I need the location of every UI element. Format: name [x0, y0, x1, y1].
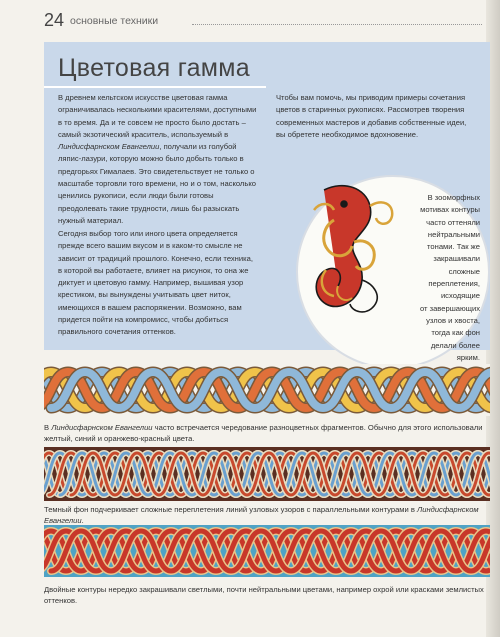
cap1-prefix: В [44, 423, 52, 432]
help-paragraph: Чтобы вам помочь, мы приводим примеры сочетания цветов в старинных рукописях. Рассмотрев творения современных мастеров и добавив собственные идеи, вы обретете необходимое вдохновение. [276, 93, 467, 139]
circle-line: тонами. Так же [427, 242, 480, 252]
circle-line: В зооморфных [427, 193, 480, 202]
circle-line: узлов и хвоста, [426, 315, 480, 325]
intro-text-1: В древнем кельтском искусстве цветовая гамма ограничивалась несколькими красителями, доступными в то время. Да и те совсем не просто было достать – самый экзотический краситель, используемый в [58, 93, 257, 139]
cap2-italic: Линдисфарнском Евангелии [44, 505, 479, 525]
intro-italic-title: Линдисфарнском Евангелии [58, 142, 160, 152]
circle-line: закрашивали [433, 254, 480, 264]
circle-line: тогда как фон [431, 328, 480, 338]
circle-line: переплетения, [428, 279, 480, 289]
header-rule [192, 24, 482, 25]
cap1-italic: Линдисфарнском Евангелии [51, 423, 153, 432]
knot-band-yellow-blue-orange [44, 364, 490, 416]
caption-band-1 [44, 422, 484, 444]
title-underline [44, 86, 266, 88]
circle-line: сложные [448, 266, 480, 276]
caption-band-2 [44, 504, 484, 526]
chapter-title: основные техники [70, 15, 159, 27]
circle-line: нейтральными [427, 229, 480, 239]
circle-line: часто оттеняли [426, 217, 480, 227]
cap2-text: Темный фон подчеркивает сложные переплетения линий узловых узоров с параллельными контурами в [44, 505, 418, 514]
page-header [44, 10, 484, 32]
choice-paragraph: Сегодня выбор того или иного цвета определяется прежде всего вашим вкусом и в каком-то смысле не зависит от традиций прошлого. Конечно, если техника, в которой вы работаете, влияет на рисунок, то она же диктует и цветовую гамму. Например, вышивая узор крестиком, вы вынуждены учитывать цвет ниток, имеющихся в вашем распоряжении. Возможно, вам придется пойти на компромисс, чтобы добиться правильного сочетания оттенков. [58, 229, 253, 337]
circle-line: исходящие [440, 291, 480, 301]
circle-line: делали более [430, 340, 480, 350]
cap2-end: . [81, 516, 84, 525]
knot-band-dark-background [44, 447, 490, 501]
circle-line: ярким. [456, 352, 480, 362]
page-number: 24 [44, 10, 65, 30]
intro-text-2: , получали из голубой ляпис-лазури, которую можно было добыть только в предгорьях Гималаев. Это свидетельствует не только о масштабе торговли того времени, но и о том, насколько ценились рукописи, если люди были готовы преодолевать такие трудности, лишь бы разыскать нужный материал. [58, 142, 256, 225]
circle-line: мотивах контуры [420, 205, 480, 215]
knot-band-double-outline [44, 525, 490, 577]
circle-line: от завершающих [419, 303, 480, 313]
intro-paragraph [58, 92, 258, 227]
page-title: Цветовая гамма [58, 54, 250, 82]
cap1-rest: часто встречается чередование разноцветных фрагментов. Обычно для этого использовали желтый, синий и оранжево-красный цвета. [44, 423, 483, 443]
circle-caption [350, 192, 480, 364]
caption-band-3: Двойные контуры нередко закрашивали светлыми, почти нейтральными цветами, например охрой или красками землистых оттенков. [44, 585, 484, 605]
